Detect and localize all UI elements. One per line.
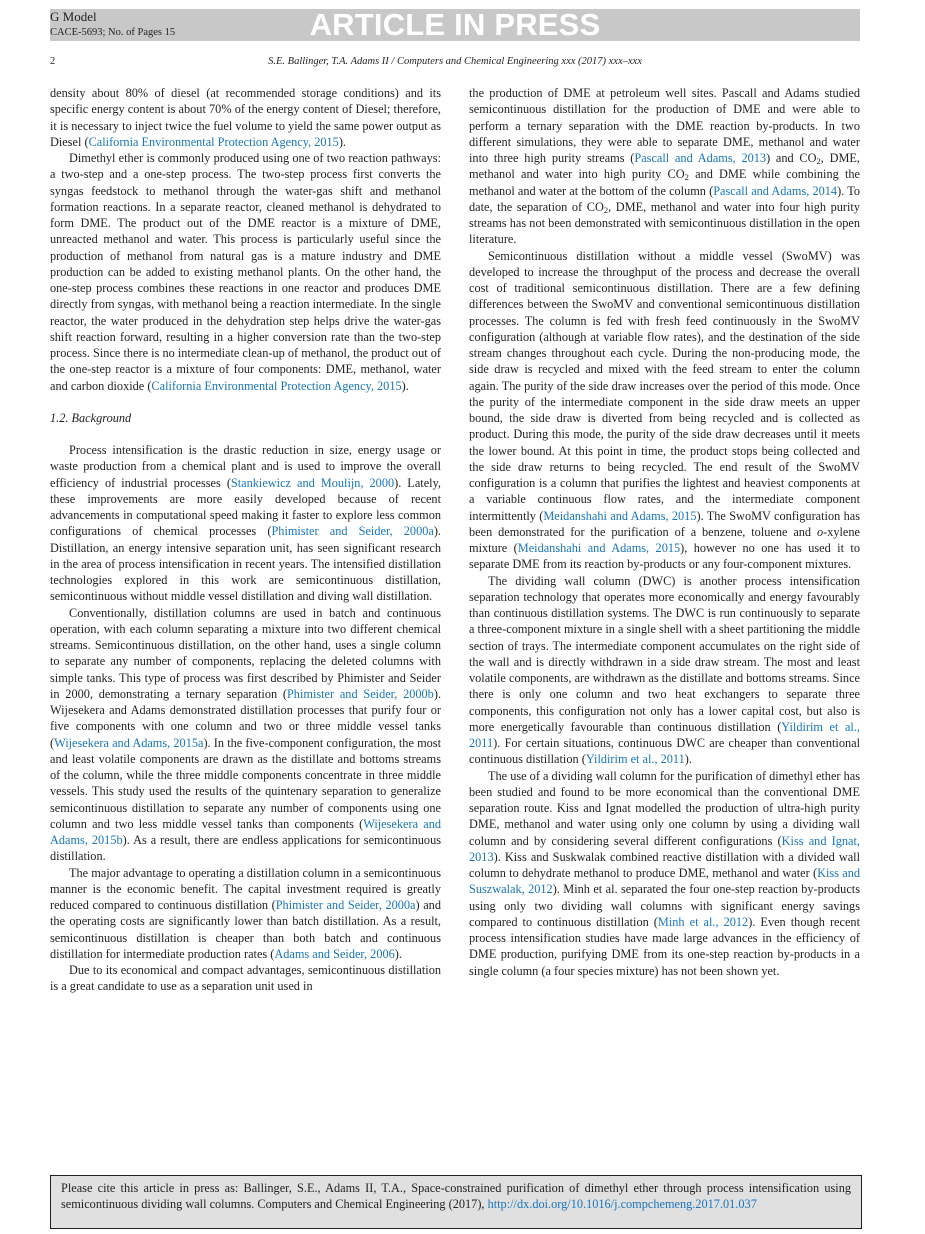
right-column: [469, 85, 860, 979]
reference-link[interactable]: Meidanshahi and Adams, 2015: [543, 508, 697, 523]
paragraph: density about 80% of diesel (at recommended storage conditions) and its specific energy content is about 70% of the energy content of Diesel; therefore, it is necessary to inject twice the fuel volume to yield the same power output as Diesel (California Environmental Protection Agency, 2015).: [50, 86, 441, 149]
citation-box: [50, 1175, 862, 1229]
paragraph: Dimethyl ether is commonly produced using one of two reaction pathways: a two-step and a one-step process. The two-step process first converts the syngas feedstock to methanol through the water-gas shift and methanol formation reactions. In a separate reactor, cleaned methanol is dehydrated to form DME. The product out of the DME reactor is a mixture of DME, unreacted methanol and water. This process is particularly useful since the production of methanol from natural gas is a mature industry and DME production can be added to existing methanol plants. On the other hand, the one-step process combines these reactions in one reactor and produces DME directly from syngas, with methanol being a reaction intermediate. In the single reactor, the water produced in the dehydration step helps drive the water-gas shift reaction forward, resulting in a higher conversion rate than the two-step process. Since there is no intermediate clean-up of methanol, the product out of the one-step reactor is a mixture of four components: DME, methanol, water and carbon dioxide (California Environmental Protection Agency, 2015).: [50, 151, 441, 393]
reference-link[interactable]: Minh et al., 2012: [657, 914, 749, 929]
reference-link[interactable]: Yildirim et al., 2011: [469, 719, 860, 750]
paragraph: The dividing wall column (DWC) is another process intensification separation technology that operates more economically and energy favourably than continuous distillation systems. The DWC is run continuously to separate a three-component mixture in a single shell with a sheet partitioning the middle section of trays. The intermediate component accumulates on the right side of the wall and is directly withdrawn in a side draw stream. The most and least volatile components, are withdrawn as the distillate and bottoms streams. Since there is only one column and two heat exchangers to separate three components, this configuration not only has a lower capital cost, but also is more energetically favourable than continuous distillation (Yildirim et al., 2011). For certain situations, continuous DWC are cheaper than conventional continuous distillation (Yildirim et al., 2011).: [469, 573, 860, 767]
paragraph: The major advantage to operating a distillation column in a semicontinuous manner is the economic benefit. The capital investment required is greatly reduced compared to continuous distillation (Phimister and Seider, 2000a) and the operating costs are significantly lower than batch distillation. As a result, semicontinuous distillation is cheaper than both batch and continuous distillation for intermediate production rates (Adams and Seider, 2006).: [50, 865, 441, 961]
reference-link[interactable]: Adams and Seider, 2006: [274, 946, 395, 961]
paragraph: the production of DME at petroleum well sites. Pascall and Adams studied semicontinuous distillation for the production of DME and were able to perform a ternary separation with the DME reaction by-products. In two different simulations, they were able to separate DME, methanol and water into three high purity streams (Pascall and Adams, 2013) and $CO_2$, DME, methanol and water into high purity $CO_2$ and DME while combining the methanol and water at the bottom of the column (Pascall and Adams, 2014). To date, the separation of $CO_2$, DME, methanol and water into four high purity streams has not been demonstrated with semicontinuous distillation in the open literature.: [469, 86, 860, 247]
reference-link[interactable]: California Environmental Protection Agency, 2015: [151, 378, 402, 393]
paragraph: Process intensification is the drastic reduction in size, energy usage or waste production from a chemical plant and is used to improve the overall efficiency of industrial processes (Stankiewicz and Moulijn, 2000). Lately, these improvements are more easily developed because of recent advancements in computational speed making it faster to explore less common configurations of chemical processes (Phimister and Seider, 2000a). Distillation, an energy intensive separation unit, has seen significant research in the area of process intensification in recent years. The intensified distillation technologies explored in this work are semicontinuous distillation, semicontinuous without middle vessel distillation and diving wall distillation.: [50, 443, 441, 604]
reference-link[interactable]: Kiss and Suszwalak, 2012: [469, 866, 860, 897]
paragraph: Due to its economical and compact advantages, semicontinuous distillation is a great candidate to use as a separation unit used in: [50, 963, 441, 994]
article-in-press-title: ARTICLE IN PRESS: [309, 7, 601, 42]
citation-text: Please cite this article in press as: Ballinger, S.E., Adams II, T.A., Space-constrained purification of dimethyl ether through process intensification using semicontinuous dividing wall columns. Computers and Chemical Engineering (2017),: [61, 1181, 851, 1212]
reference-link[interactable]: Wijesekera and Adams, 2015a: [54, 735, 204, 750]
reference-link[interactable]: Phimister and Seider, 2000a: [271, 524, 434, 539]
reference-link[interactable]: Wijesekera and Adams, 2015b: [50, 816, 441, 847]
paragraph: The use of a dividing wall column for the purification of dimethyl ether has been studied and found to be more economical than the conventional DME separation route. Kiss and Ignat modelled the production of ultra-high purity DME, methanol and water using only one column by using a dividing wall column and by considering several different configurations (Kiss and Ignat, 2013). Kiss and Suskwalak combined reactive distillation with a divided wall column to dehydrate methanol to produce DME, methanol and water (Kiss and Suszwalak, 2012). Minh et al. separated the four one-step reaction by-products using only two dividing wall columns with significant energy savings compared to continuous distillation (Minh et al., 2012). Even though recent process intensification studies have made large advances in the efficiency of DME production, purifying DME from its one-step reaction by-products in a single column (a four species mixture) has not been shown yet.: [469, 768, 860, 978]
paragraph: Conventionally, distillation columns are used in batch and continuous operation, with each column separating a mixture into two different chemical streams. Semicontinuous distillation, on the other hand, uses a single column to separate any number of components, replacing the deleted columns with simple tanks. This type of process was first described by Phimister and Seider in 2000, demonstrating a ternary separation (Phimister and Seider, 2000b). Wijesekera and Adams demonstrated distillation processes that purify four or five components with one column and two or three middle vessel tanks (Wijesekera and Adams, 2015a). In the five-component configuration, the most and least volatile components are drawn as the distillate and bottoms streams of the column, while the three middle components concentrate in three middle vessels. This study used the results of the quintenary separation to generalize semicontinuous distillation to separate any number of components using one column and two less middle vessel tanks than components (Wijesekera and Adams, 2015b). As a result, there are endless applications for semicontinuous distillation.: [50, 605, 442, 864]
left-column: [50, 85, 441, 995]
g-model-label: G Model: [50, 9, 97, 24]
page-number: 2: [50, 56, 56, 67]
paragraph: Semicontinuous distillation without a middle vessel (SwoMV) was developed to increase the throughput of the process and decrease the overall cost of traditional semicontinuous distillation. There are a few defining differences between the SwoMV and conventional semicontinuous distillation processes. The column is fed with fresh feed continuously in the SwoMV configuration (although at variable flow rates), and the destination of the side stream changes throughout each cycle. During the non-producing mode, the side draw is recycled and mixed with the feed stream to enter the column again. The purity of the side draw increases over the period of this mode. Once the purity of the intermediate component in the side draw meets an upper bound, the side draw is diverted from being recycled and is collected as product. During this mode, the purity of the side draw decreases until it meets the lower bound. At this point in time, the product stops being collected and the side draw returns to being recycled. The end result of the SwoMV configuration is a column that purifies the lightest and heaviest components at a variable continuous flow rates, and the intermediate component intermittently (Meidanshahi and Adams, 2015). The SwoMV configuration has been demonstrated for the purification of a benzene, toluene and o-xylene mixture (Meidanshahi and Adams, 2015), however no one has used it to separate DME from its reaction by-products or any four-component mixtures.: [469, 248, 860, 572]
reference-link[interactable]: California Environmental Protection Agency, 2015: [88, 134, 339, 149]
reference-link[interactable]: Pascall and Adams, 2013: [634, 151, 767, 165]
reference-link[interactable]: Kiss and Ignat, 2013: [469, 833, 860, 864]
running-head: S.E. Ballinger, T.A. Adams II / Computers and Chemical Engineering xxx (2017) xxx–xxx: [268, 56, 642, 67]
section-heading: 1.2. Background: [50, 410, 132, 425]
reference-link[interactable]: Phimister and Seider, 2000a: [275, 898, 416, 912]
reference-link[interactable]: Pascall and Adams, 2014: [713, 183, 838, 198]
manuscript-code: CACE-5693; No. of Pages 15: [50, 27, 176, 38]
reference-link[interactable]: Yildirim et al., 2011: [585, 752, 685, 767]
reference-link[interactable]: Meidanshahi and Adams, 2015: [517, 541, 681, 555]
doi-link[interactable]: http://dx.doi.org/10.1016/j.compchemeng.2017.01.037: [487, 1197, 757, 1212]
reference-link[interactable]: Phimister and Seider, 2000b: [286, 686, 434, 701]
reference-link[interactable]: Stankiewicz and Moulijn, 2000: [230, 475, 395, 490]
